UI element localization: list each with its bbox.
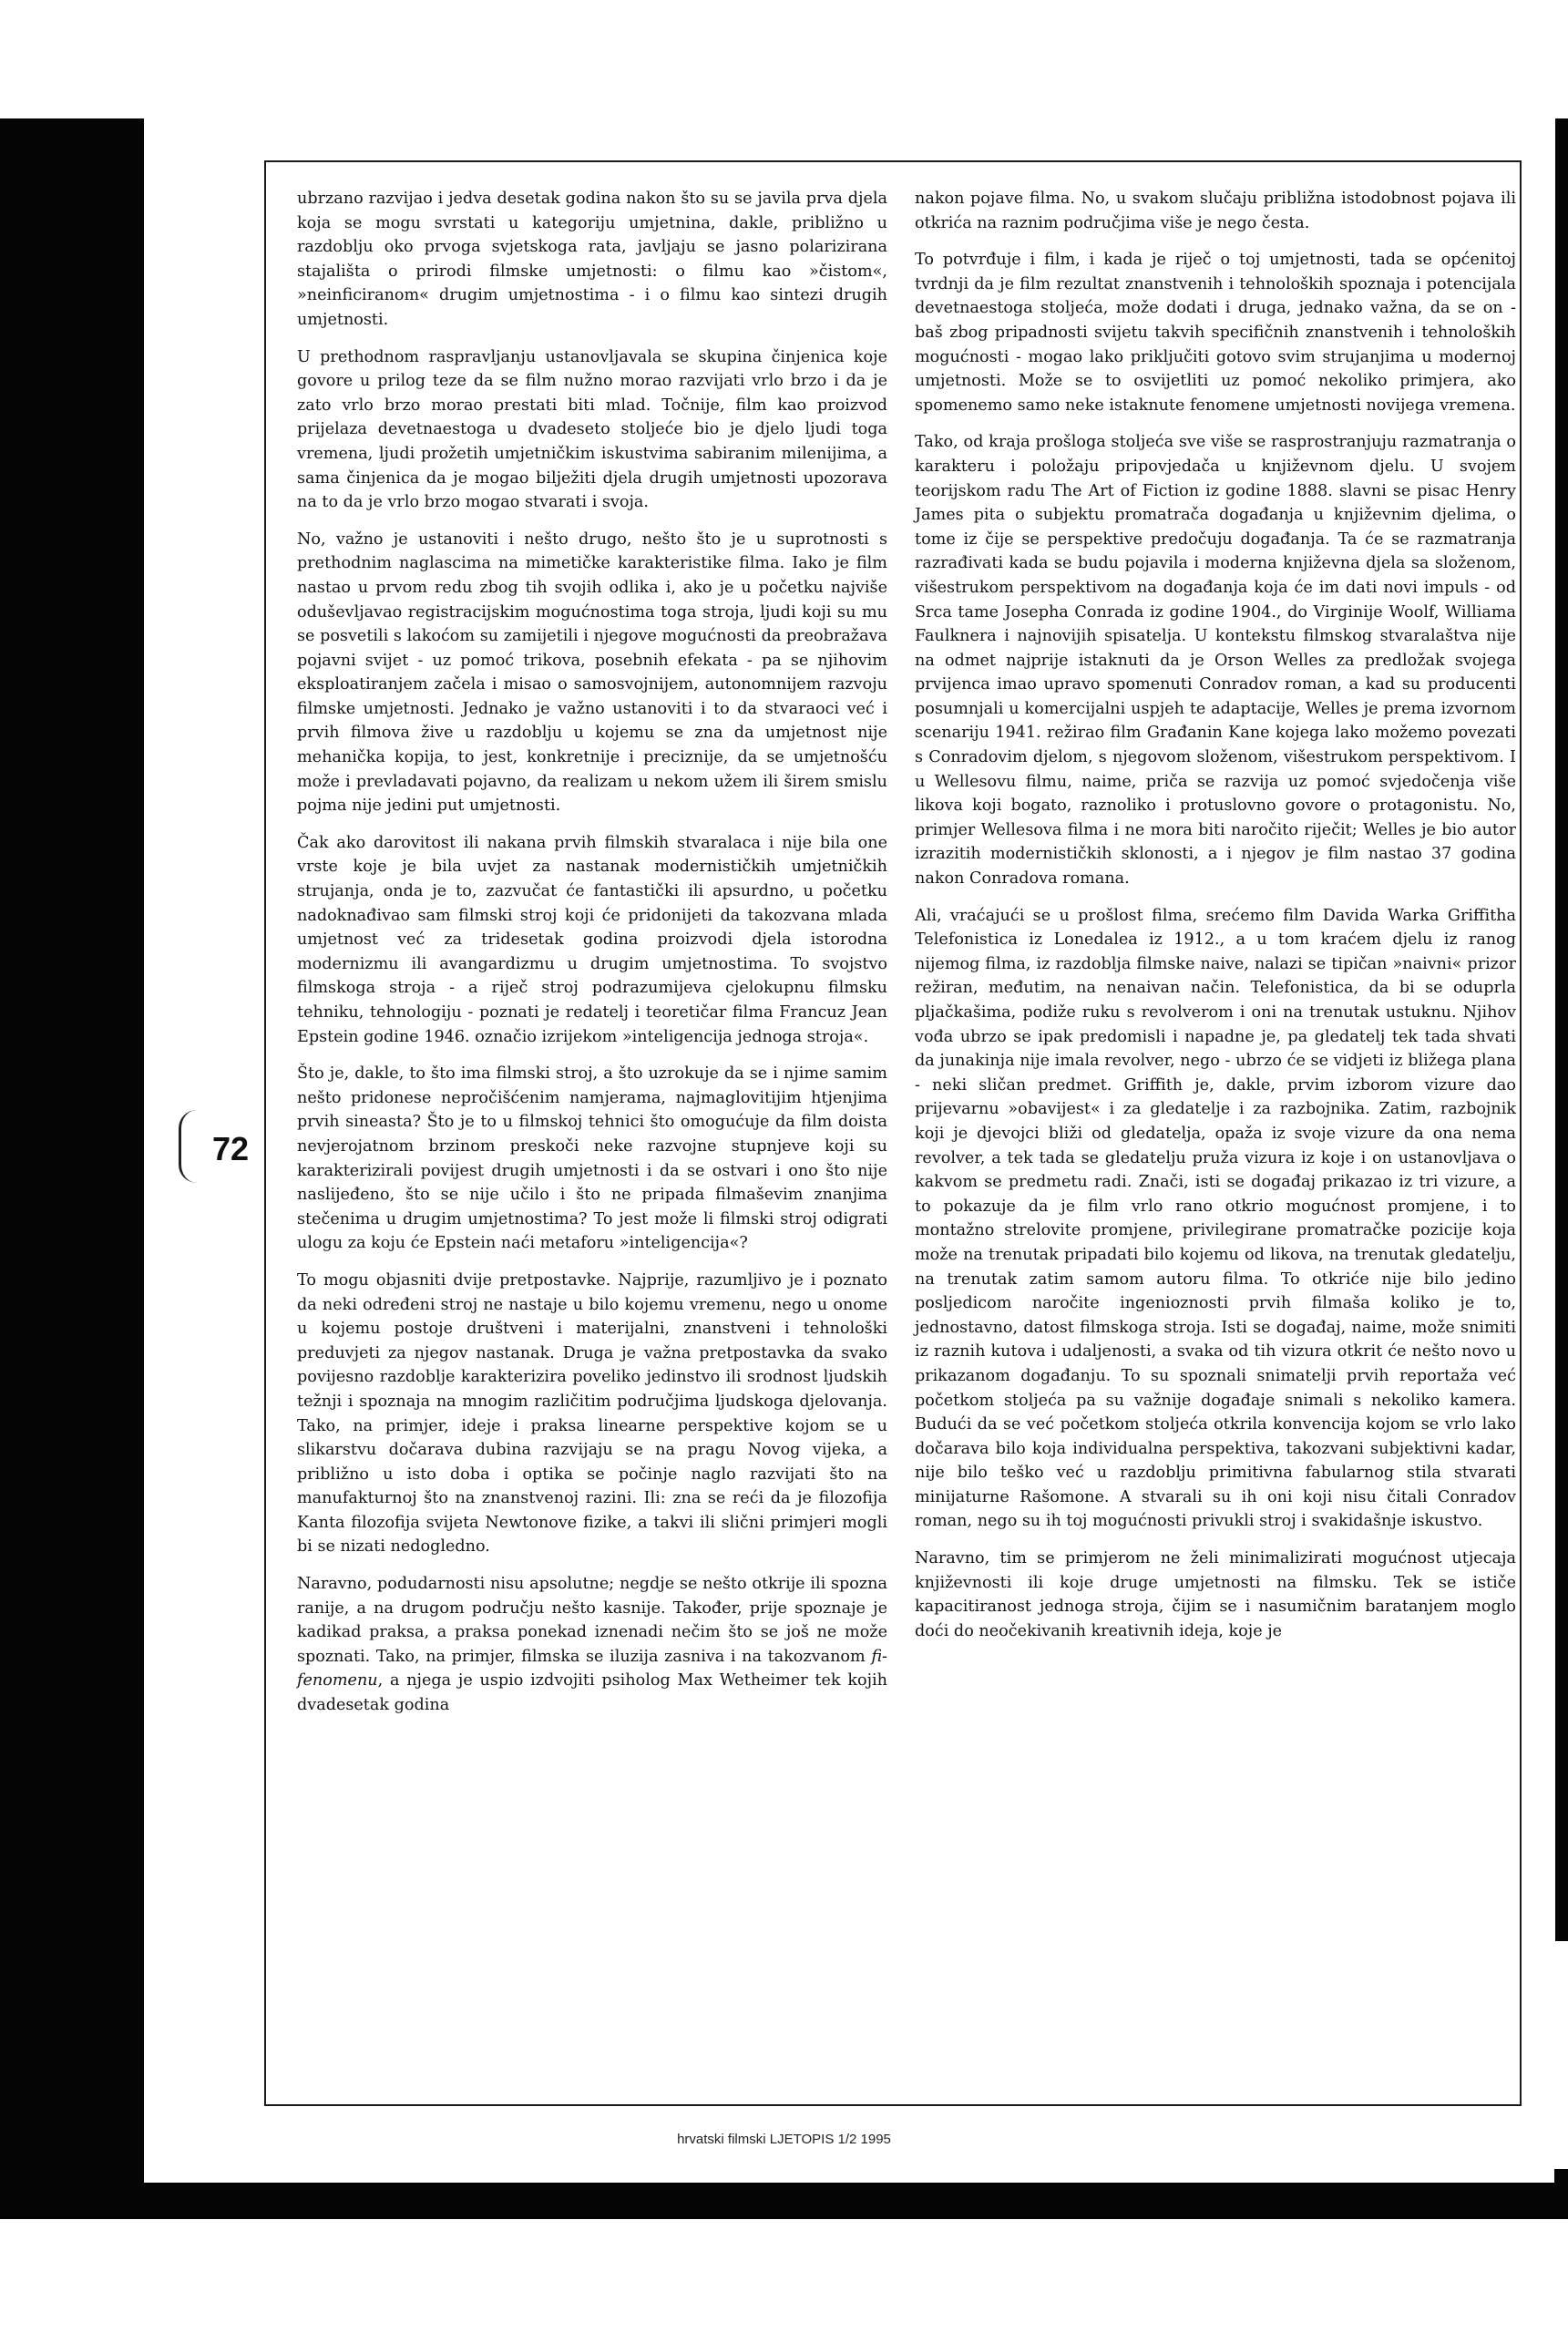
- paragraph: Čak ako darovitost ili nakana prvih filmskih stvaralaca i nije bila one vrste koje je bila uvjet za nastanak modernističkih umjetničkih strujanja, onda je to, zazvučat će fantastički ili apsurdno, u početku nadoknađivao sam filmski stroj koji će pridonijeti da takozvana mlada umjetnost već za tridesetak godina proizvodi djela istorodna modernizmu ili avangardizmu u drugim umjetnostima. To svojstvo filmskoga stroja - a riječ stroj podrazumijeva cjelokupnu filmsku tehniku, tehnologiju - poznati je redatelj i teoretičar filma Francuz Jean Epstein godine 1946. označio izrijekom »inteligencija jednoga stroja«.: [297, 833, 887, 1046]
- paragraph: To mogu objasniti dvije pretpostavke. Najprije, razumljivo je i poznato da neki određeni stroj ne nastaje u bilo kojemu vremenu, nego u onome u kojemu postoje društveni i materijalni, znanstveni i tehnološki preduvjeti za njegov nastanak. Druga je važna pretpostavka da svako povijesno razdoblje karakterizira poveliko jedinstvo ili srodnost ljudskih težnji i spoznaja na mnogim različitim područjima ljudskoga djelovanja. Tako, na primjer, ideje i praksa linearne perspektive kojom se u slikarstvu dočarava dubina razvijaju se na pragu Novog vijeka, a približno u isto doba i optika se počinje naglo razvijati što na manufakturnoj što na znanstvenoj razini. Ili: zna se reći da je filozofija Kanta filozofija svijeta Newtonove fizike, a takvi ili slični primjeri mogli bi se nizati nedogledno.: [297, 1270, 887, 1557]
- right-column: [915, 187, 1516, 1656]
- paragraph: [297, 1572, 887, 1718]
- page-number: 72: [212, 1130, 250, 1167]
- paragraph: Naravno, tim se primjerom ne želi minimalizirati mogućnost utjecaja književnosti ili koje druge umjetnosti na filmsku. Tek se ističe kapacitiranost jednoga stroja, čijim se i nasumičnim baratanjem moglo doći do neočekivanih kreativnih ideja, koje je: [915, 1549, 1516, 1640]
- left-column: [297, 187, 887, 1731]
- paragraph-text: Naravno, podudarnosti nisu apsolutne; negdje se nešto otkrije ili spozna ranije, a na drugom području nešto kasnije. Također, prije spoznaje je kadikad praksa, a praksa ponekad iznenadi nečim što se još ne može spoznati. Tako, na primjer, filmska se iluzija zasniva i na takozvanom: [297, 1575, 887, 1666]
- journal-footer: hrvatski filmski LJETOPIS 1/2 1995: [677, 2132, 891, 2147]
- paragraph: To potvrđuje i film, i kada je riječ o toj umjetnosti, tada se općenitoj tvrdnji da je film rezultat znanstvenih i tehnoloških spoznaja i potencijala devetnaestoga stoljeća, može dodati i druga, jednako važna, da se on - baš zbog pripadnosti svijetu takvih specifičnih znanstvenih i tehnoloških mogućnosti - mogao lako priključiti gotovo svim strujanjima u modernoj umjetnosti. Može se to osvijetliti uz pomoć nekoliko primjera, ako spomenemo samo neke istaknute fenomene umjetnosti novijega vremena.: [915, 251, 1516, 415]
- paragraph: No, važno je ustanoviti i nešto drugo, nešto što je u suprotnosti s prethodnim naglascima na mimetičke karakteristike filma. Iako je film nastao u prvom redu zbog tih svojih odlika i, ako je u početku najviše oduševljavao registracijskim mogućnostima toga stroja, ljudi koji su mu se posvetili s lakoćom su zamijetili i njegove mogućnosti da preobražava pojavni svijet - uz pomoć trikova, posebnih efekata - pa se njihovim eksploatiranjem začela i misao o samosvojnijem, autonomnijem razvoju filmske umjetnosti. Jednako je važno ustanoviti i to da stvaraoci već i prvih filmova žive u razdoblju u kojemu se zna da umjetnost nije mehanička kopija, to jest, konkretnije i preciznije, da se umjetnošću može i prevladavati pojavno, da realizam u nekom užem ili širem smislu pojma nije jedini put umjetnosti.: [297, 529, 887, 816]
- margin-bracket: [179, 1110, 201, 1183]
- paragraph: ubrzano razvijao i jedva desetak godina nakon što su se javila prva djela koja se mogu svrstati u kategoriju umjetnina, dakle, približno u razdoblju oko prvoga svjetskoga rata, javljaju se jasno polarizirana stajališta o prirodi filmske umjetnosti: o filmu kao »čistom«, »neinficiranom« drugim umjetnostima - i o filmu kao sintezi drugih umjetnosti.: [297, 190, 887, 329]
- paragraph: Tako, od kraja prošloga stoljeća sve više se rasprostranjuju razmatranja o karakteru i položaju pripovjedača u književnom djelu. U svojem teorijskom radu The Art of Fiction iz godine 1888. slavni se pisac Henry James pita o subjektu promatrača događanja u književnim djelima, o tome iz čije se perspektive predočuju događanja. Ta će se razmatranja razrađivati kada se budu pojavila i moderna književna djela sa složenom, višestrukom perspektivom na događanja koja će im dati novi impuls - od Srca tame Josepha Conrada iz godine 1904., do Virginije Woolf, Williama Faulknera i najnovijih spisatelja. U kontekstu filmskog stvaralaštva nije na odmet najprije istaknuti da je Orson Welles za predložak svojega prvijenca imao upravo spomenuti Conradov roman, a kad su producenti posumnjali u komercijalni uspjeh te adaptacije, Welles je prema izvornom scenariju 1941. režirao film Građanin Kane kojega lako možemo povezati s Conradovim djelom, s njegovom složenom, višestrukom perspektivom. I u Wellesovu filmu, naime, priča se razvija uz pomoć svjedočenja više likova koji bogato, raznoliko i protuslovno govore o protagonistu. No, primjer Wellesova filma i ne mora biti naročito riječit; Welles je bio autor izrazitih modernističkih sklonosti, a i njegov je film nastao 37 godina nakon Conradova romana.: [915, 433, 1516, 889]
- paragraph: Što je, dakle, to što ima filmski stroj, a što uzrokuje da se i njime samim nešto pridonese nepročišćenim namjerama, najmaglovitijim htjenjima prvih sineasta? Što je to u filmskoj tehnici što omogućuje da film doista nevjerojatnom brzinom preskoči neke razvojne stupnjeve koji su karakterizirali povijest drugih umjetnosti i da se ostvari i ono što nije naslijeđeno, što se nije učilo i što ne pripada filmaševim znanjima stečenima u drugim umjetnostima? To jest može li filmski stroj odigrati ulogu za koju će Epstein naći metaforu »inteligencija«?: [297, 1064, 887, 1253]
- paragraph-text: , a njega je uspio izdvojiti psiholog Max Wetheimer tek kojih dvadesetak godina: [297, 1671, 887, 1715]
- paragraph: nakon pojave filma. No, u svakom slučaju približna istodobnost pojava ili otkrića na raznim područjima više je nego česta.: [915, 190, 1516, 232]
- scan-border-right: [1555, 118, 1568, 1941]
- term-italic: fi-fenomenu: [297, 1647, 887, 1691]
- paragraph: Ali, vraćajući se u prošlost filma, srećemo film Davida Warka Griffitha Telefonistica iz Lonedalea iz 1912., a u tom kraćem djelu iz ranog nijemog filma, iz razdoblja filmske naive, nalazi se tipičan »naivni« prizor režiran, međutim, na nenaivan način. Telefonistica, da bi se oduprla pljačkašima, podiže ruku s revolverom i oni na trenutak ustuknu. Njihov vođa ubrzo se ipak predomisli i napadne je, pa gledatelj tek tada shvati da junakinja nije imala revolver, nego - ubrzo će se vidjeti iz bližega plana - neki sličan predmet. Griffith je, dakle, prvim izborom vizure dao prijevarnu »obavijest« i za gledatelje i za razbojnika. Zatim, razbojnik koji je djevojci bliži od gledatelja, opaža iz svoje vizure da ona nema revolver, a tek tada se gledatelju pruža vizura iz koje i on ustanovljava o kakvom se predmetu radi. Znači, isti se događaj prikazao iz tri vizure, a to pokazuje da je film vrlo rano otkrio mogućnost promjene, i to montažno strelovite promjene, privilegirane promatračke pozicije koja može na trenutak pripadati bilo kojemu od likova, na trenutak gledatelju, na trenutak zatim samom autoru filma. To otkriće nije bilo jedino posljedicom naročite ingenioznosti prvih filmaša koliko je to, jednostavno, datost filmskoga stroja. Isti se događaj, naime, može snimiti iz raznih kutova i udaljenosti, a svaka od tih vizura otkrit će nešto novo u prikazanom događanju. To su spoznali snimatelji prvih reportaža već početkom stoljeća pa su važnije događaje snimali s nekoliko kamera. Budući da se već početkom stoljeća otkrila konvencija kojom se vrlo lako dočarava bilo koja individualna perspektiva, takozvani subjektivni kadar, nije bilo teško već u razdoblju primitivna fabularnog stila stvarati minijaturne Rašomone. A stvarali su ih oni koji nisu čitali Conradov roman, nego su ih toj mogućnosti privukli stroj i svakidašnje iskustvo.: [915, 906, 1516, 1531]
- paragraph: U prethodnom raspravljanju ustanovljavala se skupina činjenica koje govore u prilog teze da se film nužno morao razvijati vrlo brzo i da je zato vrlo brzo morao prestati biti mlad. Točnije, film kao proizvod prijelaza devetnaestoga u dvadeseto stoljeće bio je djelo ljudi toga vremena, ljudi prožetih umjetničkim iskustvima sabiranim milenijima, a sama činjenica da je mogao bilježiti djela drugih umjetnosti upozorava na to da je vrlo brzo mogao stvarati i svoja.: [297, 347, 887, 512]
